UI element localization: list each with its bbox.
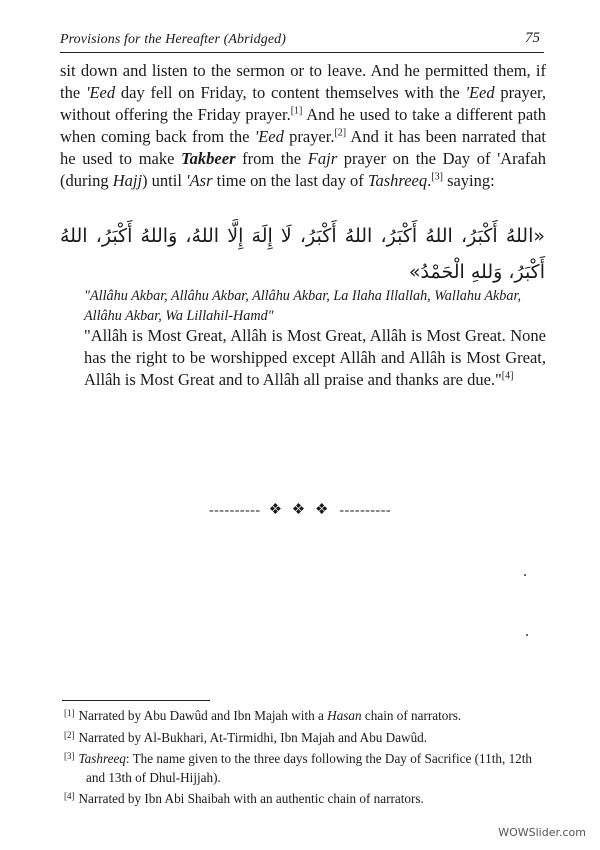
english-translation: "Allâh is Most Great, Allâh is Most Great, Allâh is Most Great. None has the right to be worshipped except Allâh and Allâh is Most Great, Allâh is Most Great and to Allâh all praise and thanks are due."[4] <box>84 326 546 389</box>
scan-speck <box>526 634 528 636</box>
watermark: WOWSlider.com <box>498 826 586 839</box>
footnote-4: [4] Narrated by Ibn Abi Shaibah with an authentic chain of narrators. <box>64 791 424 806</box>
footnotes <box>64 704 550 809</box>
footnote-ref-4: [4] <box>501 370 514 382</box>
page-number: 75 <box>525 30 540 46</box>
footnote-ref-3: [3] <box>431 171 443 183</box>
main-paragraph: sit down and listen to the sermon or to leave. And he permitted them, if the 'Eed day fell on Friday, to content themselves with the 'Eed prayer, without offering the Friday prayer.[1] And he used to take a different path when coming back from the 'Eed prayer.[2] And it has been narrated that he used to make Takbeer from the Fajr prayer on the Day of 'Arafah (during Hajj) until 'Asr time on the last day of Tashreeq.[3] saying: <box>60 61 547 190</box>
scan-speck <box>524 574 526 576</box>
footnote-ref-2: [2] <box>334 127 347 139</box>
running-header <box>60 30 544 53</box>
footnote-2: [2] Narrated by Al-Bukhari, At-Tirmidhi, Ibn Majah and Abu Dawûd. <box>64 729 428 745</box>
running-title: Provisions for the Hereafter (Abridged) <box>60 32 287 47</box>
transliteration: "Allâhu Akbar, Allâhu Akbar, Allâhu Akbar, La Ilaha Illallah, Wallahu Akbar, Allâhu Akbar, Wa Lillahil-Hamd" <box>84 288 521 324</box>
footnote-ref-1: [1] <box>290 105 303 117</box>
diamond-ornament-icon: ❖ ❖ ❖ <box>268 502 332 518</box>
footnote-rule <box>62 700 210 701</box>
arabic-takbeer-text: «اللهُ أَكْبَرُ، اللهُ أَكْبَرُ، اللهُ أَكْبَرُ، لَا إِلَهَ إِلَّا اللهُ، وَاللهُ أَكْبَرُ، اللهُ أَكْبَرُ، وَللهِ الْحَمْدُ» <box>60 225 545 283</box>
footnote-3: [3] Tashreeq: The name given to the three days following the Day of Sacrifice (11th, 12th and 13th of Dhul-Hijjah). <box>64 751 533 785</box>
section-divider: ---------- ❖ ❖ ❖ ---------- <box>208 502 392 518</box>
footnote-1: [1] Narrated by Abu Dawûd and Ibn Majah with a Hasan chain of narrators. <box>64 708 462 723</box>
